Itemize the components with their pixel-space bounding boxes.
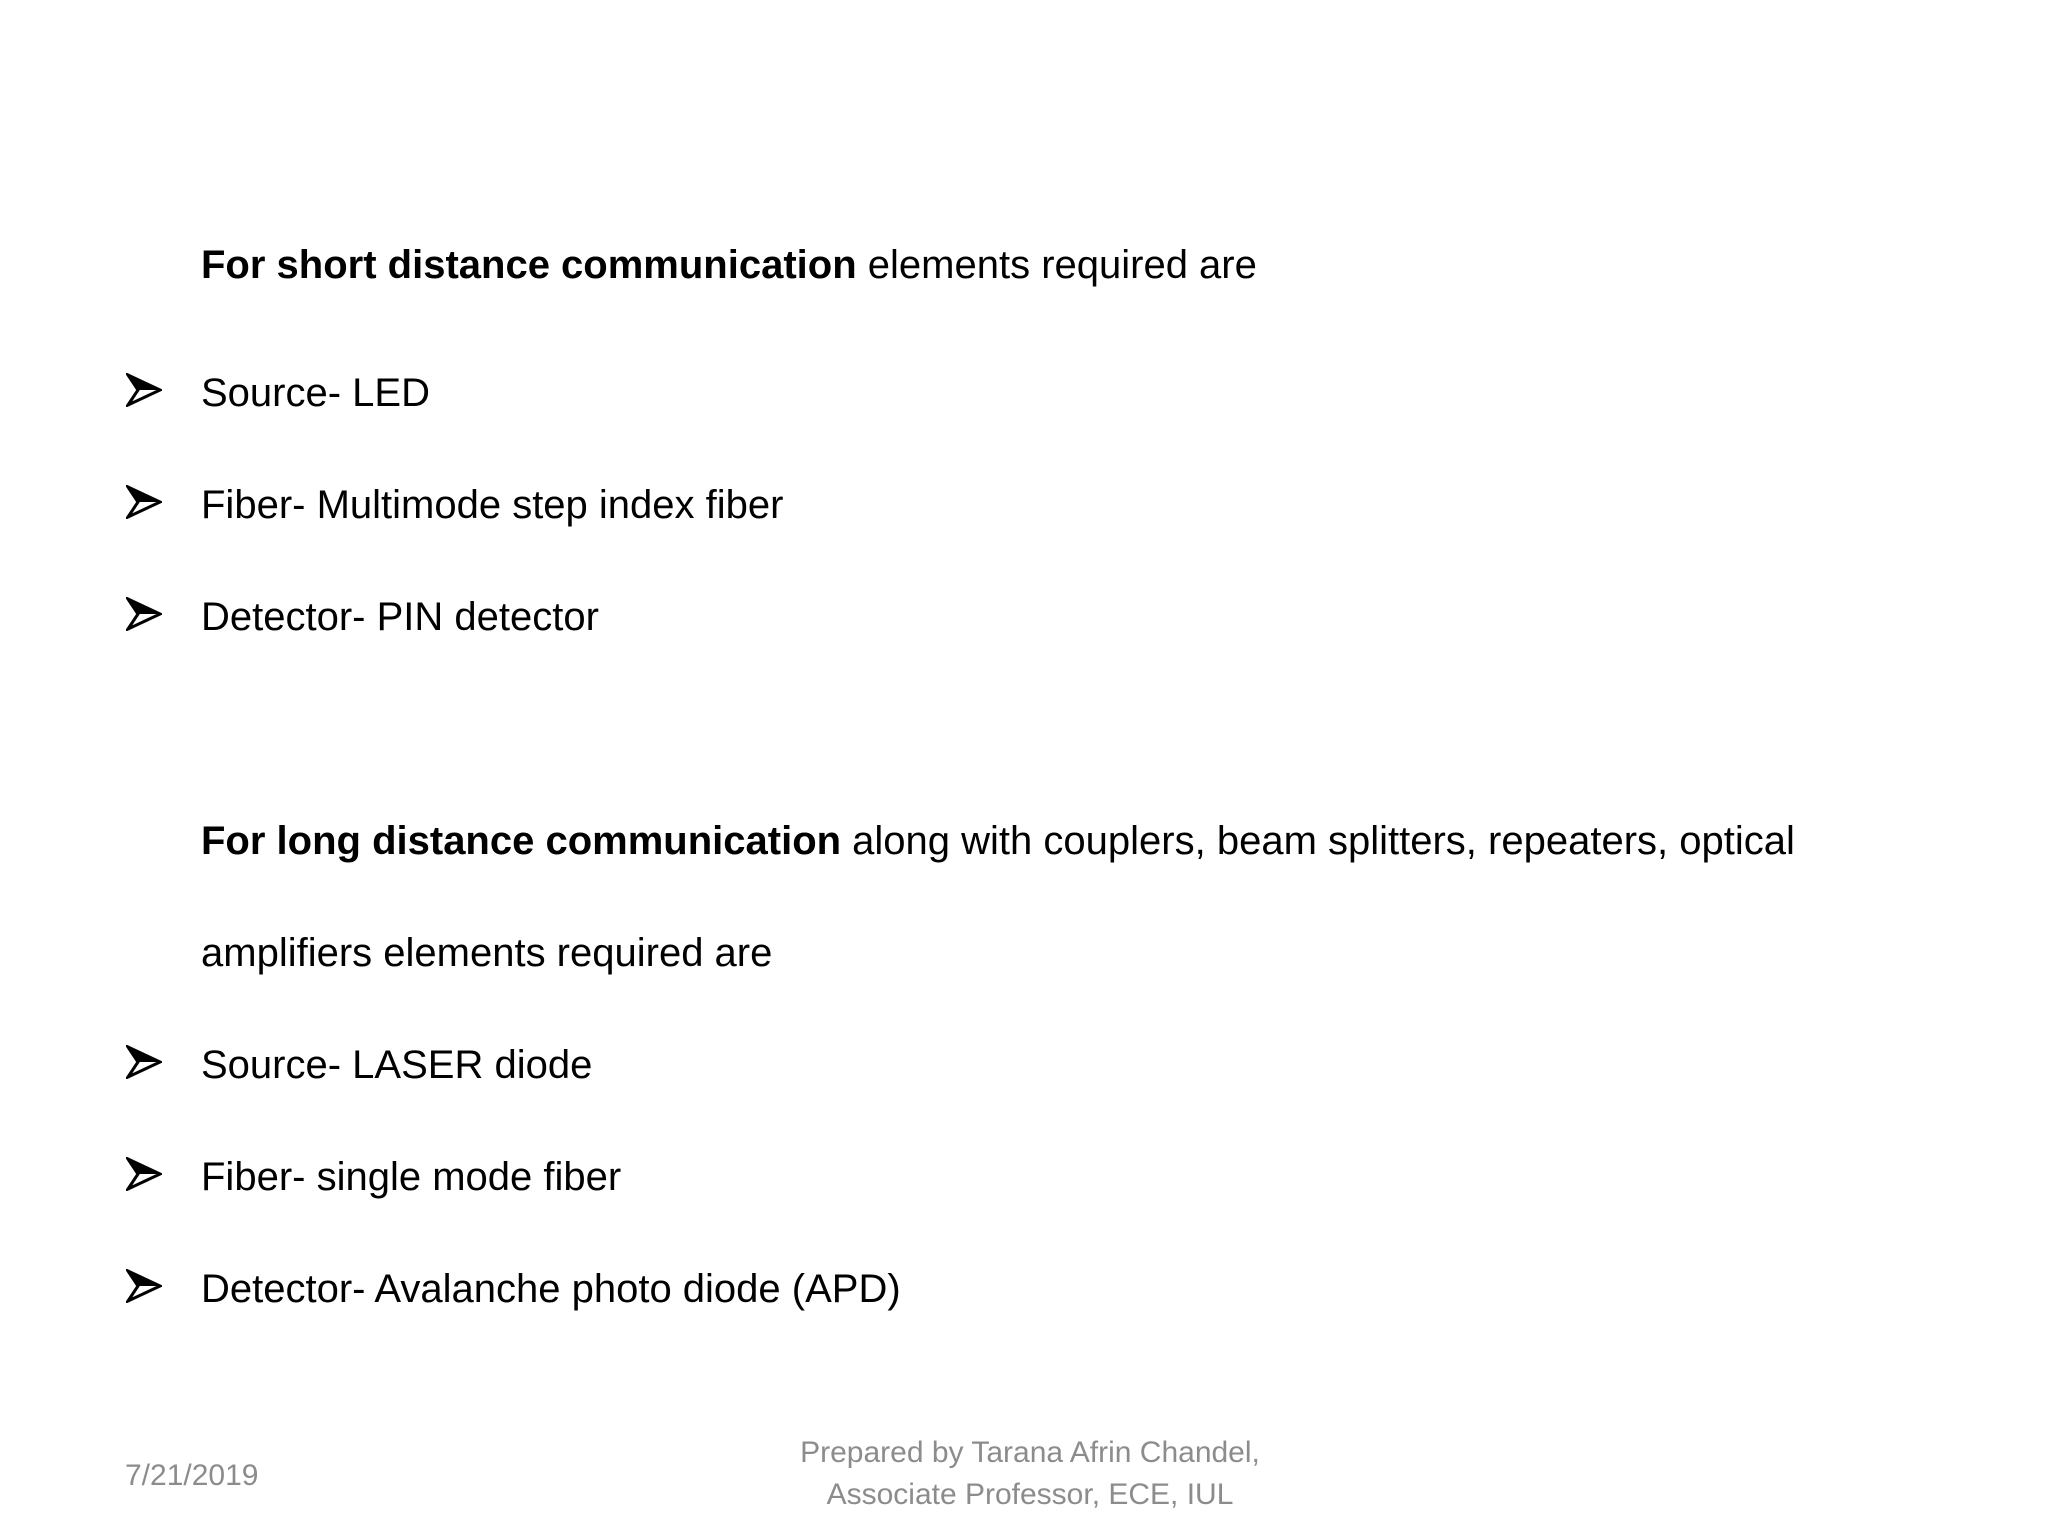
short-distance-heading-bold: For short distance communication <box>201 243 857 287</box>
long-item-source: Source- LASER diode <box>201 1043 593 1087</box>
long-distance-heading-bold: For long distance communication <box>201 819 842 863</box>
footer-credit-line1: Prepared by Tarana Afrin Chandel, <box>800 1436 1260 1469</box>
arrowhead-bullet-icon <box>126 1045 166 1085</box>
arrowhead-bullet-icon <box>126 1269 166 1309</box>
short-item-detector: Detector- PIN detector <box>201 595 599 639</box>
long-item-detector: Detector- Avalanche photo diode (APD) <box>201 1267 901 1311</box>
short-distance-heading-rest: elements required are <box>856 243 1257 287</box>
footer-credit-line2: Associate Professor, ECE, IUL <box>826 1478 1234 1511</box>
footer-date: 7/21/2019 <box>125 1459 259 1492</box>
long-item-fiber: Fiber- single mode fiber <box>201 1155 622 1199</box>
arrowhead-bullet-icon <box>126 597 166 637</box>
arrowhead-bullet-icon <box>126 1157 166 1197</box>
long-distance-heading <box>201 817 1795 865</box>
short-distance-heading <box>201 241 1257 289</box>
long-distance-heading-rest: along with couplers, beam splitters, repeaters, optical <box>841 819 1795 863</box>
arrowhead-bullet-icon <box>126 373 166 413</box>
short-item-source: Source- LED <box>201 371 430 415</box>
long-distance-heading-line2: amplifiers elements required are <box>201 931 773 975</box>
arrowhead-bullet-icon <box>126 485 166 525</box>
footer-credit <box>690 1432 1370 1516</box>
short-item-fiber: Fiber- Multimode step index fiber <box>201 483 784 527</box>
